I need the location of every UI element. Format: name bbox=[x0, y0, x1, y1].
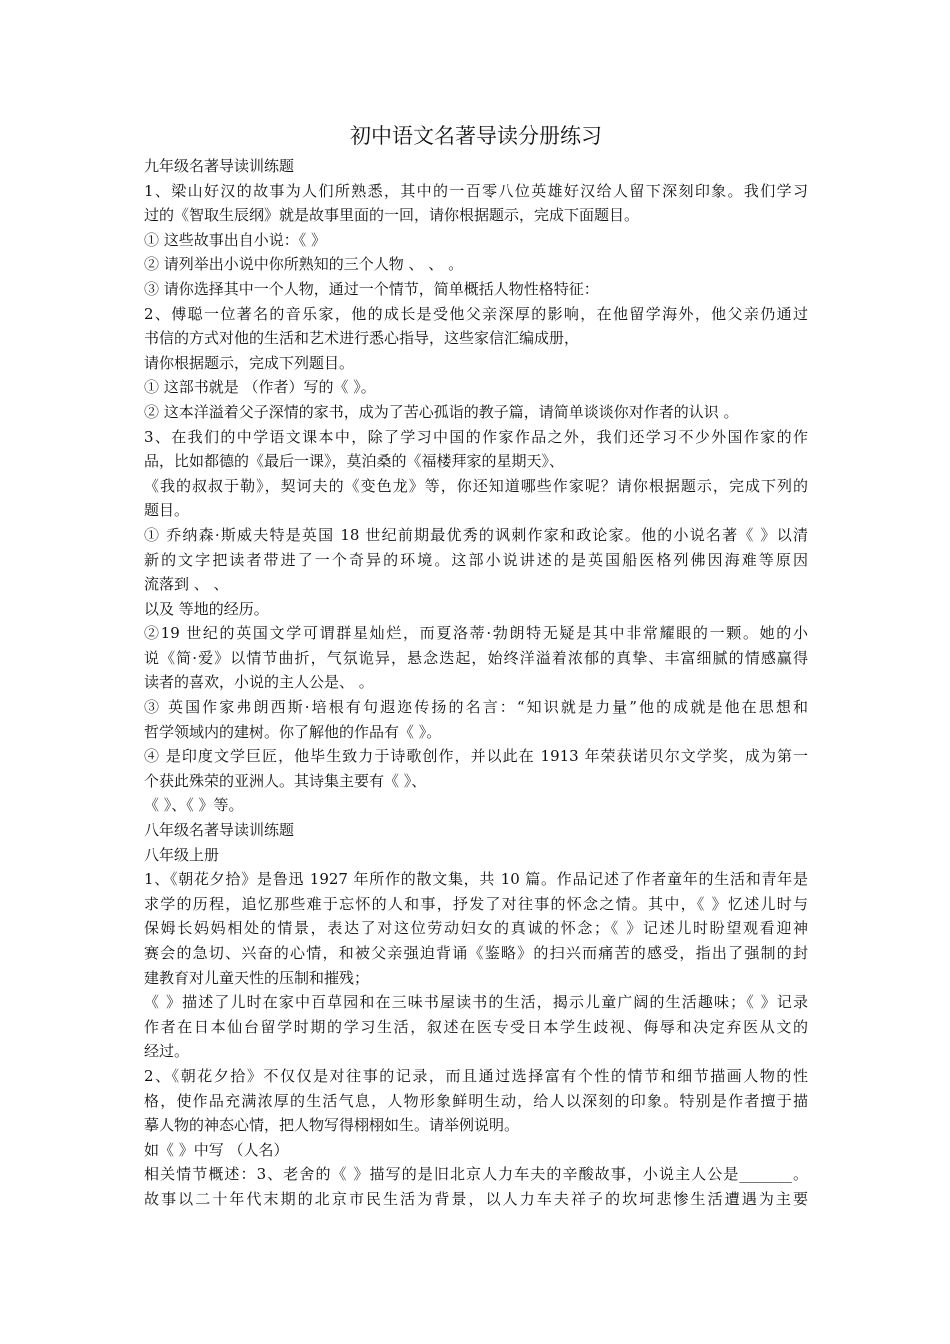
text-line: 《 》、《 》等。 bbox=[144, 796, 244, 815]
text-line: 《我的叔叔于勒》，契诃夫的《变色龙》等，你还知道哪些作家呢？请你根据题示，完成下列的 bbox=[144, 476, 808, 495]
document-body bbox=[144, 154, 808, 1212]
text-line: ① 这部书就是 （作者）写的《 》。 bbox=[144, 378, 376, 397]
text-line: 1、《朝花夕拾》是鲁迅 1927 年所作的散文集，共 10 篇。作品记述了作者童年的生活和青年是 bbox=[144, 870, 808, 889]
text-line: ② 请列举出小说中你所熟知的三个人物 、 、 。 bbox=[144, 255, 464, 274]
text-line: 格，使作品充满浓厚的生活气息，人物形象鲜明生动，给人以深刻的印象。特别是作者擅于描 bbox=[144, 1091, 808, 1110]
text-line: ③ 英国作家弗朗西斯·培根有句遐迩传扬的名言：“知识就是力量”他的成就是他在思想和 bbox=[144, 698, 808, 717]
text-line: 题目。 bbox=[144, 501, 190, 520]
document-title: 初中语文名著导读分册练习 bbox=[350, 124, 602, 148]
text-line: 摹人物的神态心情，把人物写得栩栩如生。请举例说明。 bbox=[144, 1116, 520, 1135]
text-line: 流落到 、 、 bbox=[144, 575, 229, 594]
text-line: 哲学领域内的建树。你了解他的作品有《 》。 bbox=[144, 722, 442, 741]
text-line: ② 这本洋溢着父子深情的家书，成为了苦心孤诣的教子篇，请简单谈谈你对作者的认识 。 bbox=[144, 402, 739, 421]
text-line: 保姆长妈妈相处的情景，表达了对这位劳动妇女的真诚的怀念；《 》记述儿时盼望观看迎神 bbox=[144, 919, 808, 938]
text-line: 求学的历程，追忆那些难于忘怀的人和事，抒发了对往事的怀念之情。其中，《 》忆述儿时与 bbox=[144, 894, 808, 913]
text-line: 《 》描述了儿时在家中百草园和在三味书屋读书的生活，揭示儿童广阔的生活趣味；《 》记录 bbox=[144, 993, 808, 1012]
text-line: 2、《朝花夕拾》不仅仅是对往事的记录，而且通过选择富有个性的情节和细节描画人物的性 bbox=[144, 1066, 808, 1085]
text-line: 个获此殊荣的亚洲人。其诗集主要有《 》、 bbox=[144, 771, 427, 790]
text-line: 过的《智取生辰纲》就是故事里面的一回，请你根据题示，完成下面题目。 bbox=[144, 206, 640, 225]
text-line: 1、梁山好汉的故事为人们所熟悉，其中的一百零八位英雄好汉给人留下深刻印象。我们学习 bbox=[144, 181, 808, 200]
text-line: ③ 请你选择其中一个人物，通过一个情节，简单概括人物性格特征： bbox=[144, 279, 599, 298]
text-line: ① 乔纳森·斯威夫特是英国 18 世纪前期最优秀的讽刺作家和政论家。他的小说名著《 》以清 bbox=[144, 525, 808, 544]
text-line: 八年级名著导读训练题 bbox=[144, 821, 295, 840]
text-line: 经过。 bbox=[144, 1042, 190, 1061]
document-page bbox=[144, 118, 808, 1212]
text-line: 3、在我们的中学语文课本中，除了学习中国的作家作品之外，我们还学习不少外国作家的作 bbox=[144, 427, 808, 446]
text-line: 赛会的急切、兴奋的心情，和被父亲强迫背诵《鉴略》的扫兴而痛苦的感受，指出了强制的封 bbox=[144, 944, 808, 962]
text-line: 书信的方式对他的生活和艺术进行悉心指导，这些家信汇编成册， bbox=[144, 329, 580, 348]
text-line: 以及 等地的经历。 bbox=[144, 599, 269, 618]
text-line: 九年级名著导读训练题 bbox=[144, 157, 295, 175]
text-line: 2、傅聪一位著名的音乐家，他的成长是受他父亲深厚的影响，在他留学海外，他父亲仍通过 bbox=[144, 304, 808, 323]
text-line: 读者的喜欢，小说的主人公是、 。 bbox=[144, 673, 374, 692]
text-line: 建教育对儿童天性的压制和摧残； bbox=[144, 968, 370, 987]
text-line: 如《 》中写 （人名） bbox=[144, 1140, 289, 1159]
text-line: 新的文字把读者带进了一个奇异的环境。这部小说讲述的是英国船医格列佛因海难等原因 bbox=[144, 550, 808, 569]
text-line: 请你根据题示，完成下列题目。 bbox=[144, 353, 355, 372]
text-line: 作者在日本仙台留学时期的学习生活，叙述在医专受日本学生歧视、侮辱和决定弃医从文的 bbox=[144, 1017, 808, 1036]
text-line: 故事以二十年代末期的北京市民生活为背景，以人力车夫祥子的坎坷悲惨生活遭遇为主要 bbox=[144, 1189, 808, 1208]
text-line: ④ 是印度文学巨匠，他毕生致力于诗歌创作，并以此在 1913 年荣获诺贝尔文学奖，成为第一 bbox=[144, 747, 808, 766]
text-line: 八年级上册 bbox=[144, 845, 220, 864]
text-line: 说《简·爱》以情节曲折，气氛诡异，悬念迭起，始终洋溢着浓郁的真挚、丰富细腻的情感赢得 bbox=[144, 648, 808, 667]
text-line: ① 这些故事出自小说：《 》 bbox=[144, 230, 327, 249]
text-line: 相关情节概述：3、老舍的《 》描写的是旧北京人力车夫的辛酸故事，小说主人公是_______。 bbox=[144, 1165, 808, 1184]
text-line: 品，比如都德的《最后一课》，莫泊桑的《福楼拜家的星期天》、 bbox=[144, 452, 565, 471]
text-line: ②19 世纪的英国文学可谓群星灿烂，而夏洛蒂·勃朗特无疑是其中非常耀眼的一颗。她的小 bbox=[144, 624, 808, 643]
